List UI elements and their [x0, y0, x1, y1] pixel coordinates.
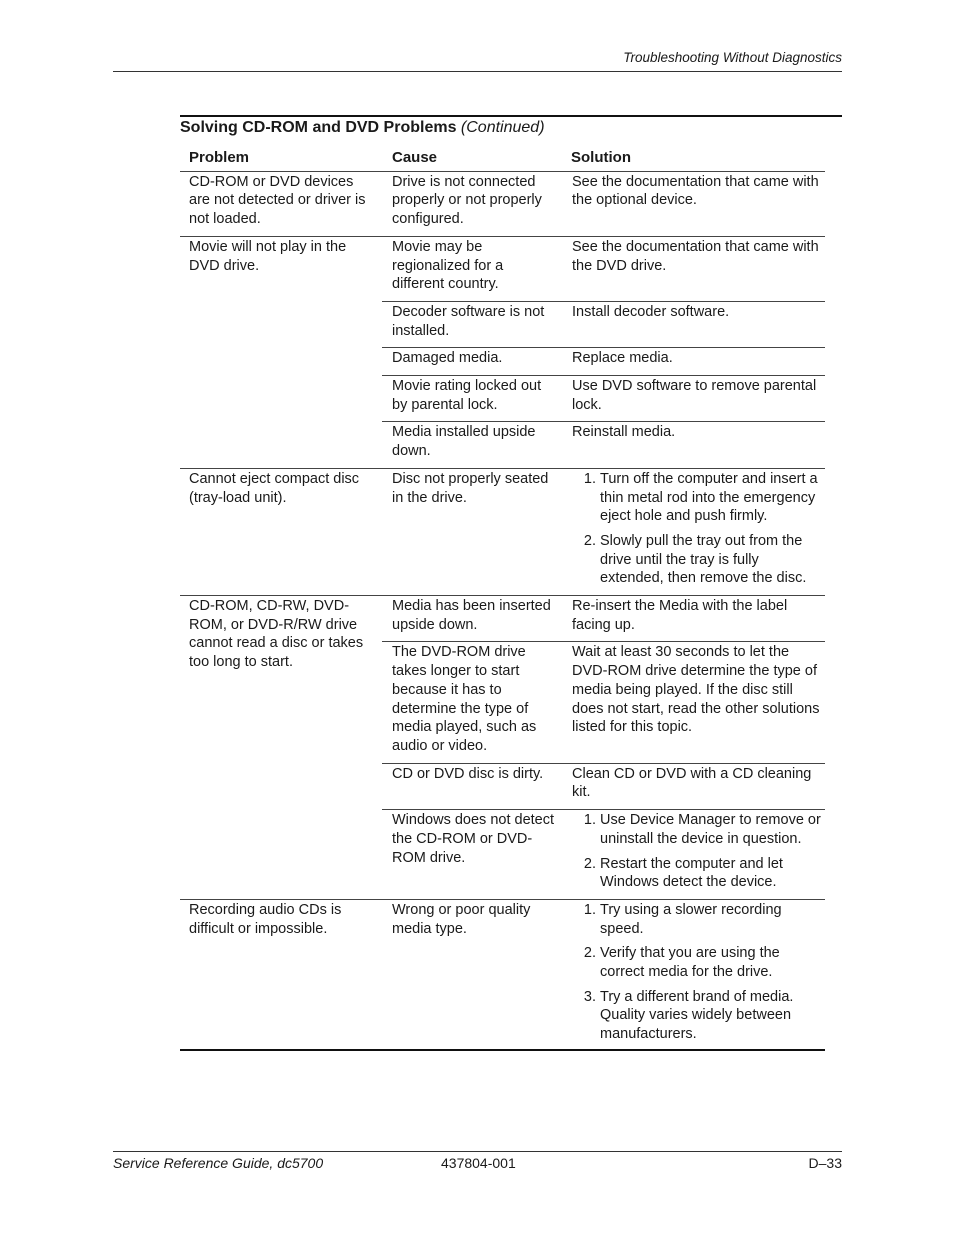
cause-cell: CD or DVD disc is dirty.	[382, 763, 562, 809]
cause-cell: Media has been inserted upside down.	[382, 596, 562, 642]
solution-step: 2. Slowly pull the tray out from the drive until the tray is fully extended, then remove the disc.	[600, 532, 821, 588]
solution-cell: Re-insert the Media with the label facing up.	[562, 596, 825, 642]
solution-cell: See the documentation that came with the DVD drive.	[562, 236, 825, 301]
solution-cell	[562, 899, 825, 1049]
table-row	[180, 171, 825, 236]
solution-step: 1. Try using a slower recording speed.	[600, 901, 821, 938]
column-header-problem: Problem	[180, 147, 382, 171]
table-row	[180, 596, 825, 642]
problem-cell: Movie will not play in the DVD drive.	[180, 236, 382, 468]
cause-cell: Movie rating locked out by parental lock.	[382, 376, 562, 422]
footer-guide-title: Service Reference Guide, dc5700	[113, 1155, 324, 1171]
solution-cell: Use DVD software to remove parental lock.	[562, 376, 825, 422]
solution-cell: Replace media.	[562, 348, 825, 376]
header-rule	[113, 71, 842, 72]
cause-cell: Drive is not connected properly or not properly configured.	[382, 171, 562, 236]
footer-rule	[113, 1151, 842, 1152]
table-row	[180, 468, 825, 595]
solution-steps	[572, 901, 821, 1044]
solution-cell	[562, 810, 825, 900]
table-title	[180, 119, 545, 137]
solution-cell: See the documentation that came with the optional device.	[562, 171, 825, 236]
solution-step: 1. Use Device Manager to remove or uninstall the device in question.	[600, 811, 821, 848]
cause-cell: Windows does not detect the CD-ROM or DVD-ROM drive.	[382, 810, 562, 900]
solution-steps	[572, 811, 821, 892]
solution-step: 3. Try a different brand of media. Quality varies widely between manufacturers.	[600, 988, 821, 1044]
solution-step: 1. Turn off the computer and insert a thin metal rod into the emergency eject hole and push firmly.	[600, 470, 821, 526]
column-header-solution: Solution	[562, 147, 825, 171]
table-header-row	[180, 147, 825, 171]
troubleshooting-table	[180, 147, 825, 1051]
column-header-cause: Cause	[382, 147, 562, 171]
table-title-rule	[180, 115, 842, 117]
cause-cell: Damaged media.	[382, 348, 562, 376]
solution-cell: Install decoder software.	[562, 301, 825, 347]
footer-part-number: 437804-001	[441, 1155, 516, 1171]
solution-step: 2. Verify that you are using the correct media for the drive.	[600, 944, 821, 981]
cause-cell: Media installed upside down.	[382, 422, 562, 468]
cause-cell: Wrong or poor quality media type.	[382, 899, 562, 1049]
cause-cell: Decoder software is not installed.	[382, 301, 562, 347]
footer-page-number: D–33	[808, 1155, 842, 1171]
solution-steps	[572, 470, 821, 588]
problem-cell: CD-ROM, CD-RW, DVD-ROM, or DVD-R/RW drive cannot read a disc or takes too long to start.	[180, 596, 382, 900]
problem-cell: Recording audio CDs is difficult or impossible.	[180, 899, 382, 1049]
cause-cell: The DVD-ROM drive takes longer to start because it has to determine the type of media played, such as audio or video.	[382, 642, 562, 763]
problem-cell: Cannot eject compact disc (tray-load unit).	[180, 468, 382, 595]
running-header: Troubleshooting Without Diagnostics	[623, 50, 842, 65]
solution-cell	[562, 468, 825, 595]
problem-cell: CD-ROM or DVD devices are not detected or driver is not loaded.	[180, 171, 382, 236]
table-row	[180, 899, 825, 1049]
solution-cell: Wait at least 30 seconds to let the DVD-ROM drive determine the type of media being played. If the disc still does not start, read the other solutions listed for this topic.	[562, 642, 825, 763]
cause-cell: Disc not properly seated in the drive.	[382, 468, 562, 595]
solution-cell: Reinstall media.	[562, 422, 825, 468]
table-title-suffix: (Continued)	[460, 119, 545, 136]
cause-cell: Movie may be regionalized for a different country.	[382, 236, 562, 301]
table-title-text: Solving CD-ROM and DVD Problems	[180, 119, 457, 136]
solution-cell: Clean CD or DVD with a CD cleaning kit.	[562, 763, 825, 809]
solution-step: 2. Restart the computer and let Windows detect the device.	[600, 855, 821, 892]
table-row	[180, 236, 825, 301]
